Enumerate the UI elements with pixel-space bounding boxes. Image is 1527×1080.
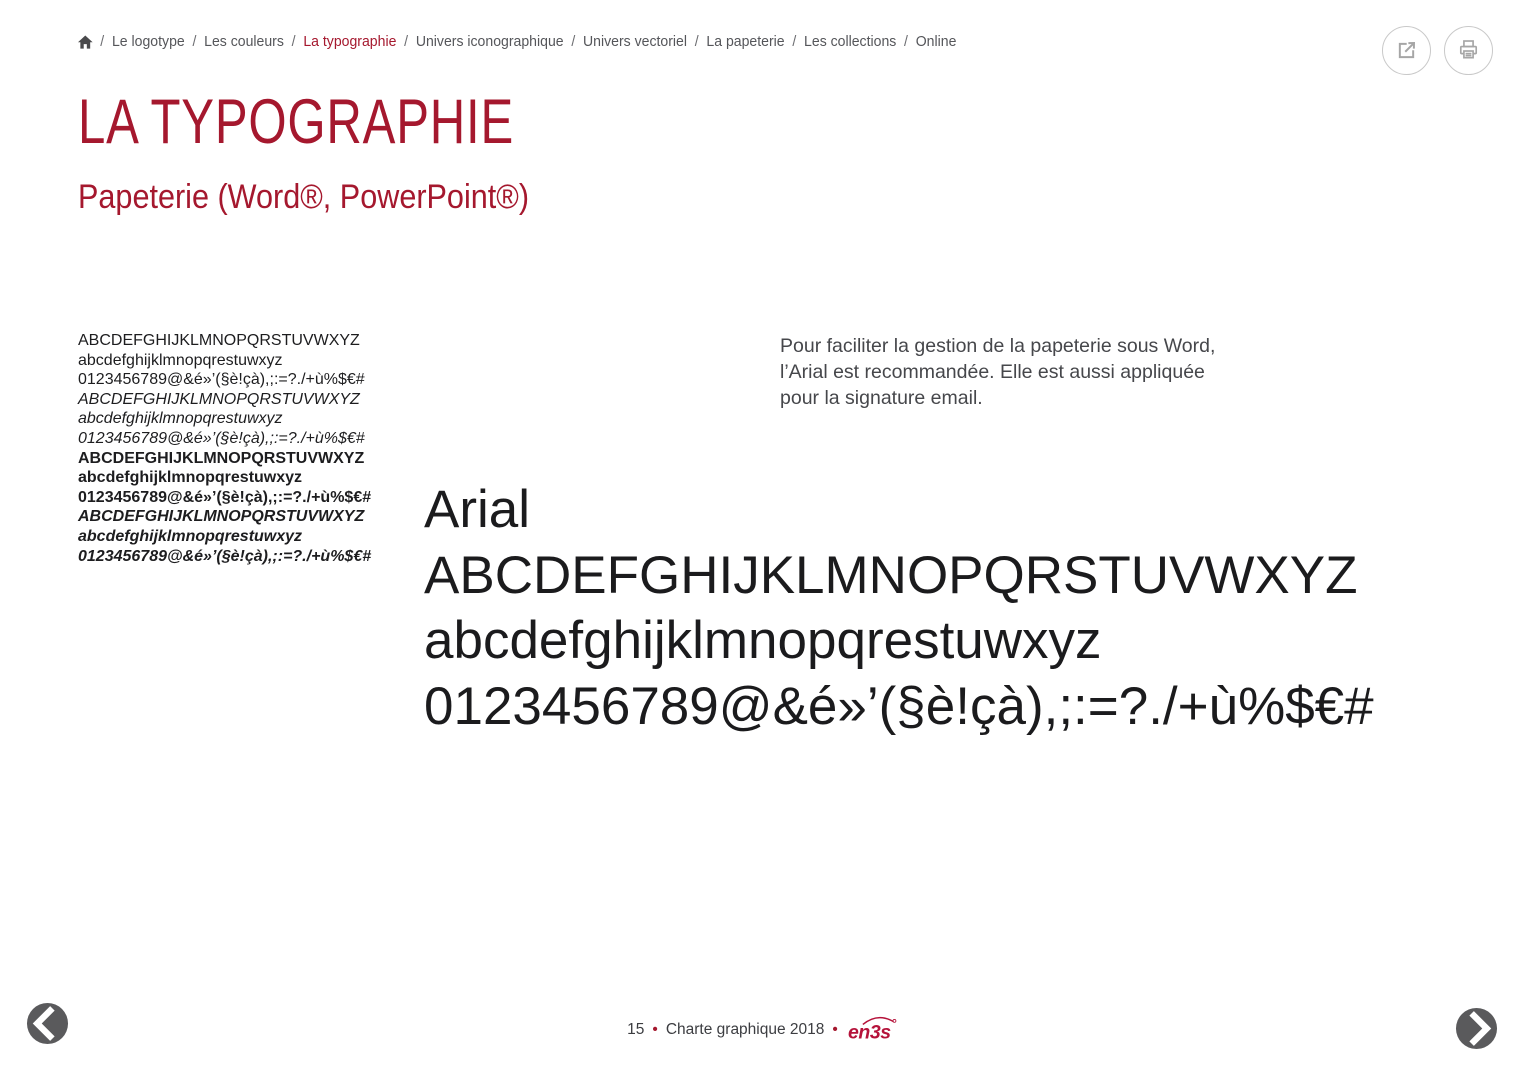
- specimen-bold-lowercase: abcdefghijklmnopqrestuwxyz: [78, 469, 303, 487]
- large-specimen-lowercase: abcdefghijklmnopqrestuwxyz: [424, 611, 1102, 670]
- print-button[interactable]: [1444, 26, 1493, 75]
- specimen-bold-italic-lowercase: abcdefghijklmnopqrestuwxyz: [78, 527, 303, 545]
- previous-page-button[interactable]: [26, 1002, 69, 1045]
- breadcrumb-item-le-logotype[interactable]: Le logotype: [111, 34, 185, 50]
- footer-label: Charte graphique 2018: [665, 1021, 825, 1038]
- print-icon: [1456, 38, 1481, 63]
- specimen-bold-uppercase: ABCDEFGHIJKLMNOPQRSTUVWXYZ: [78, 449, 365, 467]
- font-name: Arial: [424, 480, 531, 539]
- specimen-regular-symbols: 0123456789@&é»’(§è!çà),;:=?./+ù%$€#: [78, 371, 365, 389]
- breadcrumb-item-univers-vectoriel[interactable]: Univers vectoriel: [583, 34, 687, 50]
- breadcrumb-item-online[interactable]: Online: [915, 34, 957, 50]
- breadcrumb-item-la-typographie[interactable]: La typographie: [303, 34, 397, 50]
- intro-paragraph: [780, 333, 1215, 411]
- footer-bullet: •: [832, 1021, 838, 1038]
- breadcrumb-home-link[interactable]: [78, 35, 93, 49]
- intro-line: Pour faciliter la gestion de la papeterie sous Word,: [780, 335, 1216, 357]
- page-number: 15: [627, 1021, 645, 1038]
- next-page-button[interactable]: [1455, 1007, 1498, 1050]
- intro-line: pour la signature email.: [780, 387, 983, 409]
- specimen-bold-symbols: 0123456789@&é»’(§è!çà),;:=?./+ù%$€#: [78, 488, 372, 506]
- home-icon: [78, 35, 93, 49]
- specimen-italic-uppercase: ABCDEFGHIJKLMNOPQRSTUVWXYZ: [78, 390, 360, 408]
- chevron-right-icon: [1455, 1007, 1498, 1050]
- breadcrumb-item-les-collections[interactable]: Les collections: [804, 34, 897, 50]
- specimen-italic-lowercase: abcdefghijklmnopqrestuwxyz: [78, 410, 283, 428]
- external-link-icon: [1394, 38, 1419, 63]
- breadcrumb-item-les-couleurs[interactable]: Les couleurs: [204, 34, 284, 50]
- breadcrumb-item-univers-iconographique[interactable]: Univers iconographique: [415, 34, 564, 50]
- breadcrumb-separator: /: [694, 34, 699, 50]
- specimen-regular-uppercase: ABCDEFGHIJKLMNOPQRSTUVWXYZ: [78, 332, 360, 349]
- breadcrumb-separator: /: [192, 34, 197, 50]
- specimen-regular-lowercase: abcdefghijklmnopqrestuwxyz: [78, 351, 283, 369]
- logo-text: en3s: [847, 1021, 891, 1044]
- share-button[interactable]: [1382, 26, 1431, 75]
- arial-styles-specimen: [78, 331, 371, 566]
- header-actions: [1382, 26, 1493, 75]
- footer-bullet: •: [652, 1021, 658, 1038]
- specimen-italic-symbols: 0123456789@&é»’(§è!çà),;:=?./+ù%$€#: [78, 429, 365, 447]
- page-title: LA TYPOGRAPHIE: [78, 87, 515, 157]
- specimen-bold-italic-symbols: 0123456789@&é»’(§è!çà),;:=?./+ù%$€#: [78, 547, 372, 565]
- page-subtitle: Papeterie (Word®, PowerPoint®): [78, 178, 530, 216]
- large-specimen-symbols: 0123456789@&é»’(§è!çà),;:=?./+ù%$€#: [424, 676, 1374, 736]
- chevron-left-icon: [26, 1002, 69, 1045]
- en3s-logo: [848, 1016, 900, 1044]
- large-specimen-uppercase: ABCDEFGHIJKLMNOPQRSTUVWXYZ: [424, 545, 1358, 605]
- breadcrumb-separator: /: [571, 34, 576, 50]
- breadcrumb-separator: /: [100, 34, 105, 50]
- intro-line: l’Arial est recommandée. Elle est aussi appliquée: [780, 361, 1205, 383]
- specimen-bold-italic-uppercase: ABCDEFGHIJKLMNOPQRSTUVWXYZ: [78, 508, 365, 526]
- breadcrumb-separator: /: [404, 34, 409, 50]
- breadcrumb: [78, 34, 956, 50]
- page-footer: [0, 1016, 1527, 1044]
- arial-large-specimen: [424, 477, 1374, 739]
- breadcrumb-item-la-papeterie[interactable]: La papeterie: [706, 34, 785, 50]
- breadcrumb-separator: /: [904, 34, 908, 50]
- breadcrumb-separator: /: [792, 34, 797, 50]
- breadcrumb-separator: /: [291, 34, 296, 50]
